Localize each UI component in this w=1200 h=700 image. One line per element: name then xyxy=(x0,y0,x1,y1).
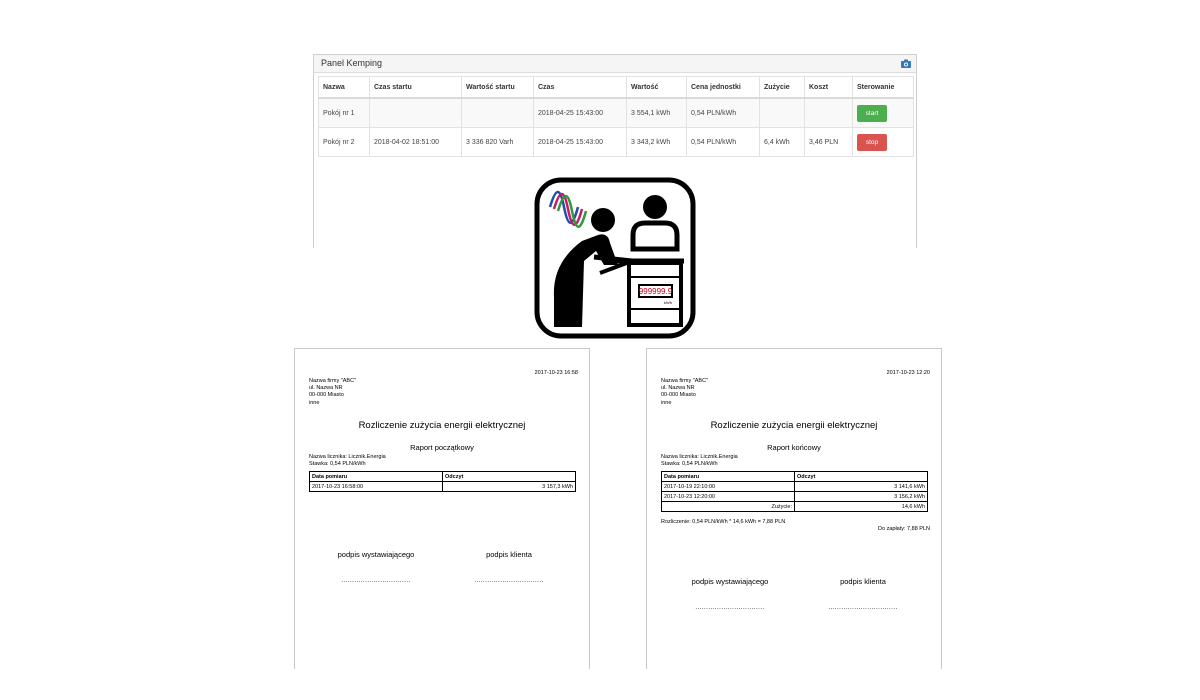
column-header: Odczyt xyxy=(443,472,576,482)
rooms-table xyxy=(318,76,914,157)
meter-name: Nazwa licznika: Licznik.Energia xyxy=(661,454,738,460)
company-line: Nazwa firmy "ABC" xyxy=(661,378,708,384)
report-subtitle: Raport początkowy xyxy=(410,443,474,452)
meter-unit: kWh xyxy=(664,300,672,305)
usage-label: Zużycie: xyxy=(662,502,795,512)
usage: 6,4 kWh xyxy=(760,128,805,157)
table-header-row xyxy=(662,472,928,482)
issuer-signature-label: podpis wystawiającego xyxy=(691,577,769,586)
issuer-signature-label: podpis wystawiającego xyxy=(337,550,415,559)
start-time: 2018-04-02 18:51:00 xyxy=(370,128,462,157)
usage-row xyxy=(662,502,928,512)
column-header: Zużycie xyxy=(760,77,805,99)
column-header: Data pomiaru xyxy=(310,472,443,482)
report-title: Rozliczenie zużycia energii elektrycznej xyxy=(710,420,878,431)
column-header: Czas xyxy=(534,77,627,99)
column-header: Nazwa xyxy=(319,77,370,99)
table-row xyxy=(662,482,928,492)
camera-icon[interactable] xyxy=(901,59,911,68)
table-header-row xyxy=(319,77,914,99)
cost: 3,46 PLN xyxy=(805,128,853,157)
column-header: Odczyt xyxy=(795,472,928,482)
company-line: inne xyxy=(661,399,672,406)
table-header-row xyxy=(310,472,576,482)
room-name: Pokój nr 1 xyxy=(319,98,370,128)
company-line: 00-000 Miasto xyxy=(309,392,344,399)
room-name: Pokój nr 2 xyxy=(319,128,370,157)
meter-name: Nazwa licznika: Licznik.Energia xyxy=(309,454,386,460)
readings-table xyxy=(309,471,576,492)
client-signature-line: ................................ xyxy=(828,605,898,611)
initial-report-document xyxy=(294,348,590,669)
measure-date: 2017-10-19 22:10:00 xyxy=(662,482,795,492)
start-value xyxy=(462,98,534,128)
company-line: 00-000 Miasto xyxy=(661,392,696,399)
issuer-signature-line: ................................ xyxy=(341,578,411,584)
rate: Stawka: 0,54 PLN/kWh xyxy=(309,461,366,467)
client-signature-label: podpis klienta xyxy=(486,550,532,559)
start-time xyxy=(370,98,462,128)
column-header: Sterowanie xyxy=(853,77,914,99)
measure-date: 2017-10-23 16:58:00 xyxy=(310,482,443,492)
value: 3 554,1 kWh xyxy=(627,98,687,128)
control-cell xyxy=(853,98,914,128)
table-row xyxy=(319,128,914,157)
column-header: Data pomiaru xyxy=(662,472,795,482)
amount-due: Do zapłaty: 7,88 PLN xyxy=(878,526,930,532)
column-header: Wartość startu xyxy=(462,77,534,99)
measure-date: 2017-10-23 12:20:00 xyxy=(662,492,795,502)
meter-display: 999999.9 xyxy=(638,287,673,296)
start-button[interactable]: start xyxy=(857,105,887,122)
reading: 3 157,3 kWh xyxy=(443,482,576,492)
meter-info xyxy=(661,454,738,468)
panel-title: Panel Kemping xyxy=(321,58,383,68)
control-cell xyxy=(853,128,914,157)
company-line: ul. Nazwa NR xyxy=(309,385,343,392)
column-header: Czas startu xyxy=(370,77,462,99)
column-header: Wartość xyxy=(627,77,687,99)
stop-button[interactable]: stop xyxy=(857,134,887,151)
usage-value: 14,6 kWh xyxy=(795,502,928,512)
calculation: Rozliczenie: 0,54 PLN/kWh * 14,6 kWh = 7,88 PLN xyxy=(661,519,786,525)
time: 2018-04-25 15:43:00 xyxy=(534,98,627,128)
client-signature-label: podpis klienta xyxy=(840,577,886,586)
energy-billing-logo-icon xyxy=(534,177,696,339)
start-value: 3 336 820 Varh xyxy=(462,128,534,157)
unit-price: 0,54 PLN/kWh xyxy=(687,128,760,157)
readings-table xyxy=(661,471,928,512)
panel-header xyxy=(314,55,916,73)
final-report-document xyxy=(646,348,942,669)
company-info xyxy=(661,378,708,407)
value: 3 343,2 kWh xyxy=(627,128,687,157)
table-row xyxy=(310,482,576,492)
company-info xyxy=(309,378,356,407)
reading: 3 141,6 kWh xyxy=(795,482,928,492)
report-title: Rozliczenie zużycia energii elektrycznej xyxy=(358,420,526,431)
table-row xyxy=(662,492,928,502)
report-date: 2017-10-23 12:20 xyxy=(886,370,930,376)
time: 2018-04-25 15:43:00 xyxy=(534,128,627,157)
client-signature-line: ................................ xyxy=(474,578,544,584)
unit-price: 0,54 PLN/kWh xyxy=(687,98,760,128)
company-line: Nazwa firmy "ABC" xyxy=(309,378,356,384)
column-header: Cena jednostki xyxy=(687,77,760,99)
report-subtitle: Raport końcowy xyxy=(767,443,821,452)
table-row xyxy=(319,98,914,128)
company-line: ul. Nazwa NR xyxy=(661,385,695,392)
usage xyxy=(760,98,805,128)
cost xyxy=(805,98,853,128)
rate: Stawka: 0,54 PLN/kWh xyxy=(661,461,718,467)
issuer-signature-line: ................................ xyxy=(695,605,765,611)
meter-info xyxy=(309,454,386,468)
column-header: Koszt xyxy=(805,77,853,99)
report-date: 2017-10-23 16:58 xyxy=(534,370,578,376)
company-line: inne xyxy=(309,399,320,406)
reading: 3 156,2 kWh xyxy=(795,492,928,502)
